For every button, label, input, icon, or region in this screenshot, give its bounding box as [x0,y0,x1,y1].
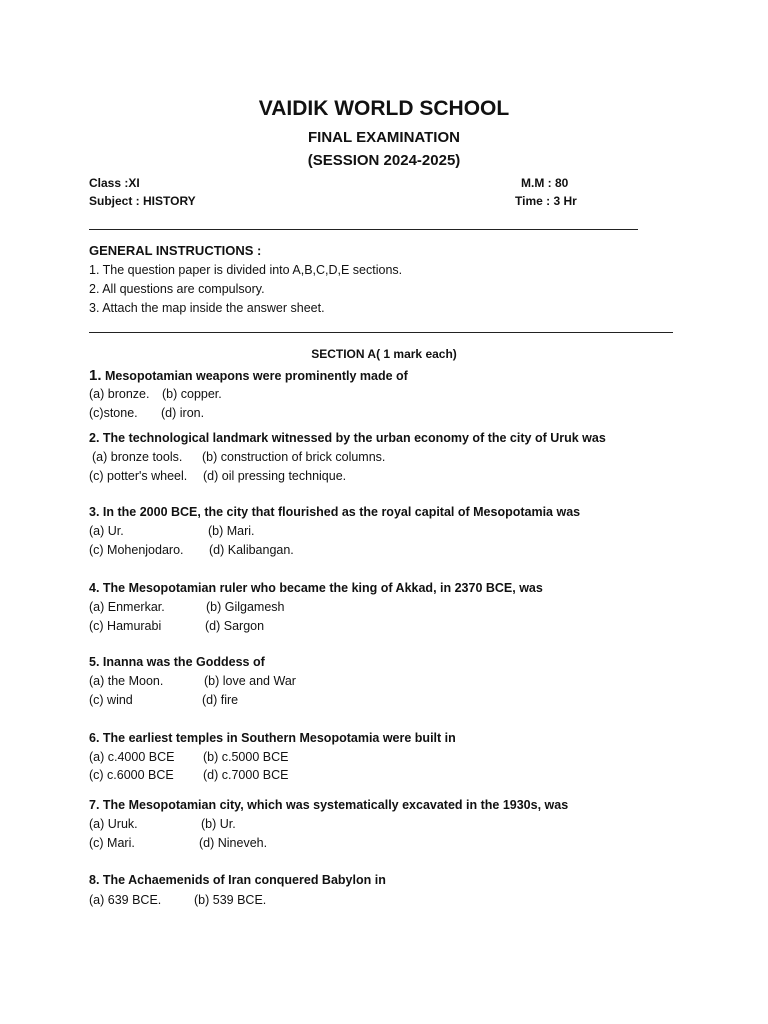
header-divider [89,229,638,230]
question-text: The Achaemenids of Iran conquered Babylon in [99,873,386,887]
option: (b) Mari. [208,524,255,538]
question-7 [89,798,568,812]
option: (c) Hamurabi [89,619,162,633]
option: (b) construction of brick columns. [202,450,386,464]
question-number: 3. [89,505,100,519]
exam-title: FINAL EXAMINATION [308,129,460,146]
max-marks-label: M.M : 80 [521,176,569,190]
question-text: The Mesopotamian city, which was systematically excavated in the 1930s, was [99,798,569,812]
option: (a) bronze. [89,387,150,401]
option: (a) c.4000 BCE [89,750,175,764]
instructions-divider [89,332,673,333]
instruction-item: 1. The question paper is divided into A,B,C,D,E sections. [89,263,403,277]
question-8 [89,873,386,887]
subject-label: Subject : HISTORY [89,194,196,208]
option: (d) iron. [161,406,205,420]
option: (d) oil pressing technique. [203,469,347,483]
question-text: The Mesopotamian ruler who became the king of Akkad, in 2370 BCE, was [99,581,543,595]
question-number: 4. [89,581,100,595]
question-number: 5. [89,655,100,669]
option: (b) c.5000 BCE [203,750,289,764]
question-3 [89,505,580,519]
option: (c)stone. [89,406,138,420]
option: (a) 639 BCE. [89,893,162,907]
question-number: 6. [89,731,100,745]
option: (d) c.7000 BCE [203,768,289,782]
question-text: The technological landmark witnessed by the urban economy of the city of Uruk was [99,431,606,445]
question-text: Inanna was the Goddess of [99,655,265,669]
option: (c) Mari. [89,836,135,850]
option: (c) c.6000 BCE [89,768,174,782]
option: (d) Kalibangan. [209,543,294,557]
question-5 [89,655,265,669]
option: (a) Ur. [89,524,124,538]
option: (d) fire [202,693,239,707]
option: (b) 539 BCE. [194,893,267,907]
option: (c) Mohenjodaro. [89,543,184,557]
option: (c) potter's wheel. [89,469,188,483]
question-6 [89,731,456,745]
question-text: Mesopotamian weapons were prominently made of [101,369,408,383]
option: (d) Sargon [205,619,265,633]
option: (b) love and War [204,674,296,688]
option: (b) Ur. [201,817,236,831]
session-title: (SESSION 2024-2025) [307,152,461,169]
question-text: The earliest temples in Southern Mesopotamia were built in [99,731,456,745]
option: (d) Nineveh. [199,836,268,850]
instructions-heading: GENERAL INSTRUCTIONS : [89,243,262,258]
option: (b) Gilgamesh [206,600,285,614]
question-2 [89,431,606,445]
section-a-heading: SECTION A( 1 mark each) [311,347,457,361]
instruction-item: 3. Attach the map inside the answer sheet. [89,301,325,315]
question-text: In the 2000 BCE, the city that flourished as the royal capital of Mesopotamia was [99,505,581,519]
question-number: 1. [89,367,102,384]
option: (a) the Moon. [89,674,164,688]
class-label: Class :XI [89,176,140,190]
option: (a) Enmerkar. [89,600,165,614]
question-number: 7. [89,798,100,812]
question-number: 8. [89,873,100,887]
question-number: 2. [89,431,100,445]
school-name: VAIDIK WORLD SCHOOL [258,97,510,120]
option: (b) copper. [162,387,222,401]
instruction-item: 2. All questions are compulsory. [89,282,265,296]
question-1 [89,367,408,384]
option: (a) bronze tools. [92,450,183,464]
option: (c) wind [89,693,133,707]
option: (a) Uruk. [89,817,138,831]
time-label: Time : 3 Hr [515,194,577,208]
question-4 [89,581,543,595]
